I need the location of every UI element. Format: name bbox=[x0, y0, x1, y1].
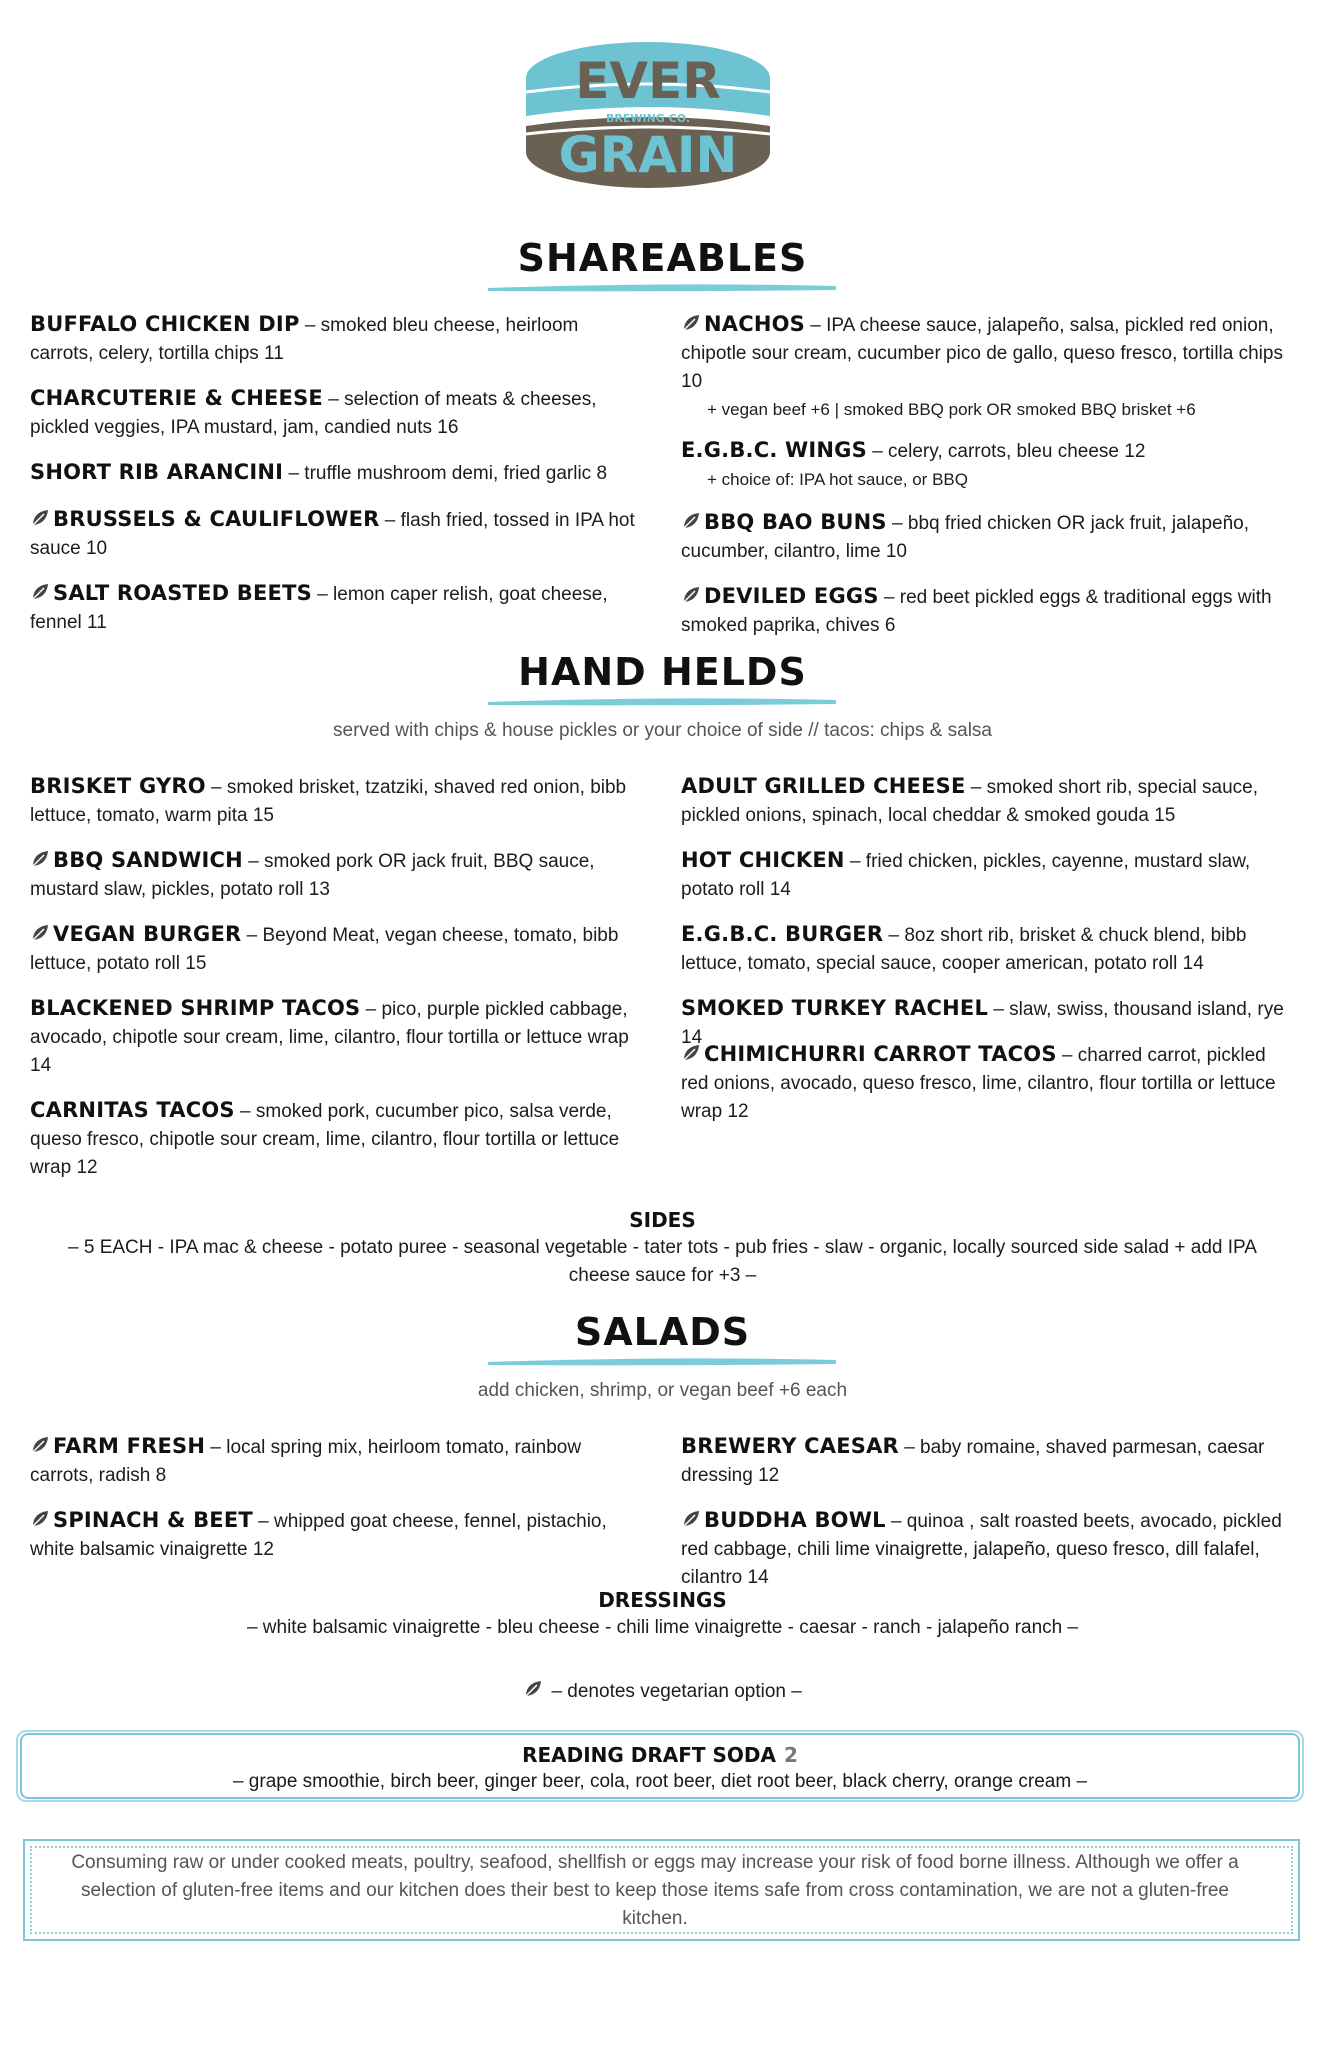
notice-text: Consuming raw or under cooked meats, poultry, seafood, shellfish or eggs may increase your risk of food borne illness. Although we offer a selection of gluten-free items and our kitchen does their best to keep those items safe from cross contamination, we are not a gluten-free kitchen. bbox=[71, 1852, 1239, 1929]
leaf-icon bbox=[30, 582, 50, 602]
menu-item: DEVILED EGGS – red beet pickled eggs & traditional eggs with smoked paprika, chives 6 bbox=[681, 584, 1272, 636]
leaf-icon bbox=[30, 849, 50, 869]
logo-word-ever: EVER bbox=[575, 52, 721, 110]
menu-item: HOT CHICKEN – fried chicken, pickles, cayenne, mustard slaw, potato roll 14 bbox=[681, 848, 1251, 900]
salads-title: SALADS bbox=[574, 1310, 751, 1354]
leaf-icon bbox=[681, 313, 701, 333]
vegetarian-legend bbox=[40, 1678, 1285, 1706]
handhelds-title: HAND HELDS bbox=[518, 650, 807, 694]
leaf-icon bbox=[681, 511, 701, 531]
leaf-icon bbox=[30, 923, 50, 943]
menu-item: ADULT GRILLED CHEESE – smoked short rib, special sauce, pickled onions, spinach, local cheddar & smoked gouda 15 bbox=[681, 774, 1259, 826]
menu-item: CHARCUTERIE & CHEESE – selection of meats & cheeses, pickled veggies, IPA mustard, jam, candied nuts 16 bbox=[30, 386, 597, 438]
menu-item: E.G.B.C. BURGER – 8oz short rib, brisket & chuck blend, bibb lettuce, tomato, special sauce, cooper american, potato roll 14 bbox=[681, 922, 1247, 974]
draft-soda-box bbox=[20, 1733, 1300, 1799]
menu-item: CARNITAS TACOS – smoked pork, cucumber pico, salsa verde, queso fresco, chipotle sour cream, lime, cilantro, flour tortilla or lettuce wrap 12 bbox=[30, 1098, 620, 1178]
sides-title: SIDES bbox=[629, 1208, 696, 1232]
menu-item: BUDDHA BOWL – quinoa , salt roasted beets, avocado, pickled red cabbage, chili lime vinaigrette, jalapeño, queso fresco, dill falafel, cilantro 14 bbox=[681, 1508, 1282, 1588]
menu-item: CHIMICHURRI CARROT TACOS – charred carrot, pickled red onions, avocado, queso fresco, lime, cilantro, flour tortilla or lettuce wrap 12 bbox=[681, 1042, 1276, 1122]
leaf-icon bbox=[523, 1679, 543, 1699]
soda-flavors: – grape smoothie, birch beer, ginger beer, cola, root beer, diet root beer, black cherry, orange cream – bbox=[232, 1771, 1088, 1792]
legend-text: – denotes vegetarian option – bbox=[546, 1681, 802, 1702]
title-underline bbox=[486, 696, 838, 706]
menu-item: BRISKET GYRO – smoked brisket, tzatziki, shaved red onion, bibb lettuce, tomato, warm pita 15 bbox=[30, 774, 627, 826]
dressings-title: DRESSINGS bbox=[598, 1588, 727, 1612]
dressings-list: – white balsamic vinaigrette - bleu cheese - chili lime vinaigrette - caesar - ranch - jalapeño ranch – bbox=[246, 1617, 1079, 1638]
sides-list: – 5 EACH - IPA mac & cheese - potato puree - seasonal vegetable - tater tots - pub fries - slaw - organic, locally sourced side salad + add IPA cheese sauce for +3 – bbox=[68, 1237, 1257, 1286]
title-underline bbox=[486, 282, 838, 292]
leaf-icon bbox=[30, 1509, 50, 1529]
menu-item: BLACKENED SHRIMP TACOS – pico, purple pickled cabbage, avocado, chipotle sour cream, lime, cilantro, flour tortilla or lettuce wrap 14 bbox=[30, 996, 629, 1076]
salads-note: add chicken, shrimp, or vegan beef +6 each bbox=[477, 1380, 848, 1401]
menu-item: SMOKED TURKEY RACHEL – slaw, swiss, thousand island, rye 14 bbox=[681, 996, 1284, 1048]
soda-heading bbox=[22, 1743, 1298, 1767]
menu-item: SALT ROASTED BEETS – lemon caper relish, goat cheese, fennel 11 bbox=[30, 581, 608, 633]
menu-item: E.G.B.C. WINGS – celery, carrots, bleu cheese 12 + choice of: IPA hot sauce, or BBQ bbox=[681, 438, 1146, 489]
soda-price: 2 bbox=[784, 1743, 798, 1767]
menu-item: SHORT RIB ARANCINI – truffle mushroom demi, fried garlic 8 bbox=[30, 460, 608, 484]
ever-grain-logo bbox=[520, 34, 776, 194]
menu-item: BRUSSELS & CAULIFLOWER – flash fried, tossed in IPA hot sauce 10 bbox=[30, 507, 635, 559]
menu-item: BBQ BAO BUNS – bbq fried chicken OR jack fruit, jalapeño, cucumber, cilantro, lime 10 bbox=[681, 510, 1250, 562]
leaf-icon bbox=[30, 508, 50, 528]
leaf-icon bbox=[681, 1043, 701, 1063]
soda-title: READING DRAFT SODA bbox=[522, 1743, 776, 1767]
logo-brewing-co: BREWING CO. bbox=[605, 112, 691, 125]
menu-item: BUFFALO CHICKEN DIP – smoked bleu cheese, heirloom carrots, celery, tortilla chips 11 bbox=[30, 312, 579, 364]
menu-item: FARM FRESH – local spring mix, heirloom tomato, rainbow carrots, radish 8 bbox=[30, 1434, 582, 1486]
shareables-title: SHAREABLES bbox=[517, 236, 808, 280]
title-underline bbox=[486, 1356, 838, 1366]
menu-item: BBQ SANDWICH – smoked pork OR jack fruit, BBQ sauce, mustard slaw, pickles, potato roll 13 bbox=[30, 848, 595, 900]
leaf-icon bbox=[681, 585, 701, 605]
menu-item: NACHOS – IPA cheese sauce, jalapeño, salsa, pickled red onion, chipotle sour cream, cucumber pico de gallo, queso fresco, tortilla chips 10 + vegan beef +6 | smoked BBQ pork OR smoked BBQ brisket +6 bbox=[681, 312, 1283, 419]
menu-item: VEGAN BURGER – Beyond Meat, vegan cheese, tomato, bibb lettuce, potato roll 15 bbox=[30, 922, 619, 974]
logo-word-grain: GRAIN bbox=[558, 126, 738, 184]
leaf-icon bbox=[681, 1509, 701, 1529]
menu-item: BREWERY CAESAR – baby romaine, shaved parmesan, caesar dressing 12 bbox=[681, 1434, 1265, 1486]
leaf-icon bbox=[30, 1435, 50, 1455]
handhelds-note: served with chips & house pickles or your choice of side // tacos: chips & salsa bbox=[333, 720, 992, 741]
food-safety-notice bbox=[23, 1839, 1300, 1941]
menu-item: SPINACH & BEET – whipped goat cheese, fennel, pistachio, white balsamic vinaigrette 12 bbox=[30, 1508, 607, 1560]
